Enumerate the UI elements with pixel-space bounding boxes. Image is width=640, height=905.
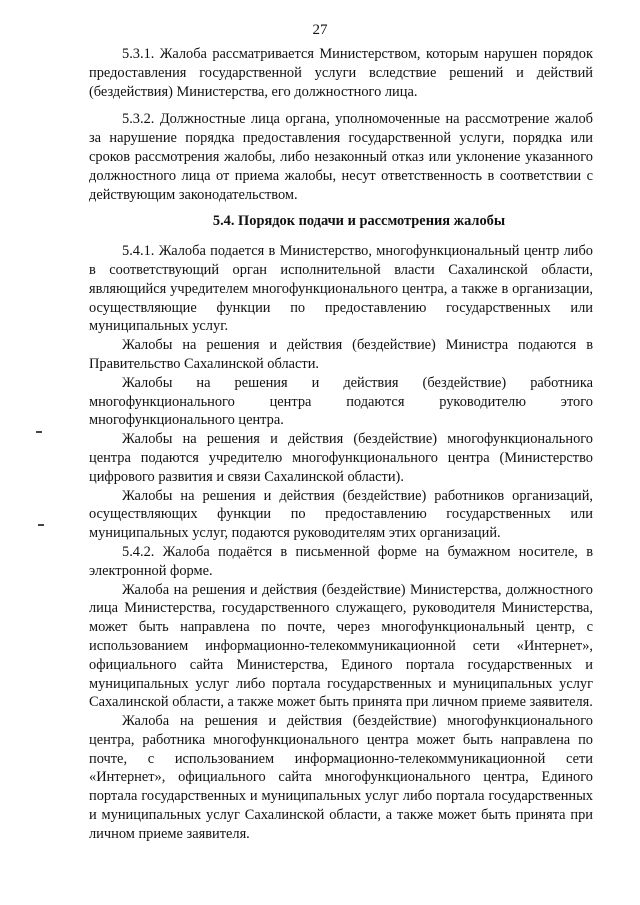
paragraph-5-4-2: 5.4.2. Жалоба подаётся в письменной форме на бумажном носителе, в электронной форме. <box>89 543 593 579</box>
page-number: 27 <box>312 22 328 38</box>
paragraph-5-3-1: 5.3.1. Жалоба рассматривается Министерством, которым нарушен порядок предоставления государственной услуги вследствие решений и действий (бездействия) Министерства, его должностного лица. <box>89 46 593 100</box>
paragraph-minister-complaints: Жалобы на решения и действия (бездействие) Министра подаются в Правительство Сахалинской области. <box>89 337 593 372</box>
paragraph-5-3-2: 5.3.2. Должностные лица органа, уполномоченные на рассмотрение жалоб за нарушение порядка предоставления государственной услуги, порядка или сроков рассмотрения жалобы, либо незаконный отказ или уклонение указанного должностного лица от приема жалобы, несут ответственность в соответствии с действующим законодательством. <box>89 111 593 203</box>
paragraph-mfc-complaints: Жалобы на решения и действия (бездействие) многофункционального центра подаются учредителю многофункционального центра (Министерство цифрового развития и связи Сахалинской области). <box>89 431 593 485</box>
scan-mark <box>36 431 42 433</box>
document-body <box>89 45 593 844</box>
paragraph-mfc-worker-complaints: Жалобы на решения и действия (бездействие) работника многофункционального центра подаются руководителю этого многофункционального центра. <box>89 374 593 429</box>
paragraph-organization-complaints: Жалобы на решения и действия (бездействие) работников организаций, осуществляющих функции по предоставлению государственных или муниципальных услуг, подаются руководителям этих организаций. <box>89 487 593 542</box>
paragraph-5-4-1: 5.4.1. Жалоба подается в Министерство, многофункциональный центр либо в соответствующий орган исполнительной власти Сахалинской области, являющийся учредителем многофункционального центра, а также в организации, осуществляющие функции по предоставлению государственных или муниципальных услуг. <box>89 243 593 335</box>
paragraph-mfc-complaint-channels: Жалоба на решения и действия (бездействие) многофункционального центра, работника многофункционального центра может быть направлена по почте, с использованием информационно-телекоммуникационной сети «Интернет», официального сайта многофункционального центра, Единого портала государственных и муниципальных услуг либо портала государственных и муниципальных услуг Сахалинской области, а также может быть принята при личном приеме заявителя. <box>89 713 593 842</box>
section-heading: 5.4. Порядок подачи и рассмотрения жалобы <box>212 213 506 230</box>
scan-mark <box>38 524 44 526</box>
paragraph-ministry-complaint-channels: Жалоба на решения и действия (бездействие) Министерства, должностного лица Министерства, государственного служащего, руководителя Министерства, может быть направлена по почте, через многофункциональный центр, с использованием информационно-телекоммуникационной сети «Интернет», официального сайта Министерства, Единого портала государственных и муниципальных услуг либо портала государственных и муниципальных услуг Сахалинской области, а также может быть принята при личном приеме заявителя. <box>89 581 593 711</box>
